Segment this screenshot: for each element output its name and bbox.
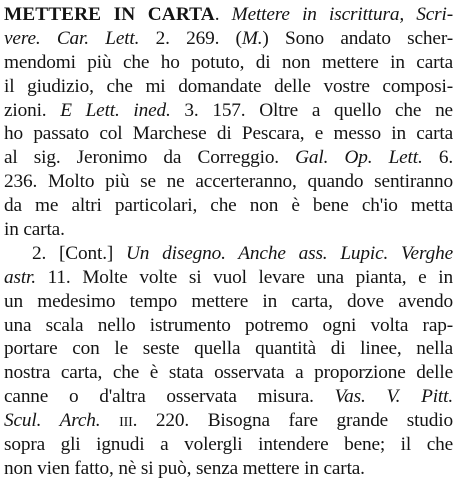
text-line	[0, 290, 453, 314]
text-segment: ho passato col Marchese di Pescara, e messo in carta	[4, 123, 453, 145]
text-segment: mendomi più che ho potuto, di non mettere in carta	[4, 51, 453, 73]
text-line	[0, 146, 453, 170]
text-line	[0, 409, 453, 433]
text-line	[0, 433, 453, 457]
text-segment: nostra carta, che è stata osservata a proporzione delle	[4, 362, 453, 384]
italic-segment: Un disegno. Anche ass. Lupic. Verghe	[126, 242, 453, 264]
text-line	[0, 242, 453, 266]
text-line	[0, 99, 453, 123]
text-segment: 2. 269. (	[139, 27, 242, 49]
text-segment: sopra gli ignudi a volergli intendere bene; il che	[4, 434, 453, 456]
text-segment	[100, 410, 119, 431]
italic-segment: Gal. Op. Lett.	[295, 147, 423, 169]
italic-segment: E Lett. ined.	[60, 99, 171, 121]
headword: METTERE IN CARTA	[4, 4, 215, 25]
text-segment: portare con le seste quella quantità di linee, nella	[4, 338, 453, 360]
text-segment: il giudizio, che mi domandate delle vostre composi-	[4, 75, 453, 97]
text-segment: zioni.	[4, 99, 61, 121]
text-segment: un medesimo tempo mettere in carta, dove avendo	[4, 290, 453, 312]
text-line	[0, 457, 453, 481]
italic-segment: astr.	[4, 266, 36, 288]
text-segment: 3. 157. Oltre a quello che ne	[170, 99, 453, 121]
text-line	[0, 361, 453, 385]
text-line	[0, 27, 453, 51]
text-segment: al sig. Jeronimo da Correggio.	[4, 147, 296, 169]
italic-segment: Scul. Arch.	[4, 410, 101, 432]
text-line	[0, 314, 453, 338]
italic-segment: Mettere in iscrittura, Scri-	[231, 4, 453, 25]
text-segment: 236. Molto più se ne accerteranno, quando sentiranno	[4, 171, 453, 193]
text-line	[0, 75, 453, 99]
text-segment: da me altri particolari, che non è bene ch'io metta	[4, 195, 453, 217]
text-segment: ) Sono andato scher-	[262, 27, 453, 49]
text-line	[0, 218, 453, 242]
text-segment: .	[214, 4, 232, 25]
dictionary-entry-mettere-in-carta	[0, 3, 470, 481]
text-segment: in carta.	[4, 219, 65, 241]
text-line	[0, 122, 453, 146]
italic-segment: Vas. V. Pitt.	[334, 386, 453, 408]
text-line	[0, 170, 453, 194]
text-line	[0, 266, 453, 290]
text-line	[0, 337, 453, 361]
text-segment: . 220. Bisogna fare grande studio	[132, 410, 453, 432]
text-line	[0, 194, 453, 218]
text-segment: 6.	[422, 147, 453, 169]
text-line	[0, 385, 453, 409]
small-caps-segment: iii	[119, 410, 133, 432]
text-line	[0, 51, 453, 75]
text-segment: 11. Molte volte si vuol levare una pianta, e in	[35, 266, 453, 288]
text-segment: canne o d'altra osservata misura.	[4, 386, 335, 408]
text-line	[0, 3, 453, 27]
italic-segment: M.	[241, 27, 263, 49]
text-segment: 2. [Cont.]	[32, 242, 127, 264]
text-segment: una scala nello istrumento potremo ogni volta rap-	[4, 314, 453, 336]
italic-segment: vere. Car. Lett.	[4, 27, 140, 49]
text-segment: non vien fatto, nè si può, senza mettere in carta.	[4, 457, 365, 479]
